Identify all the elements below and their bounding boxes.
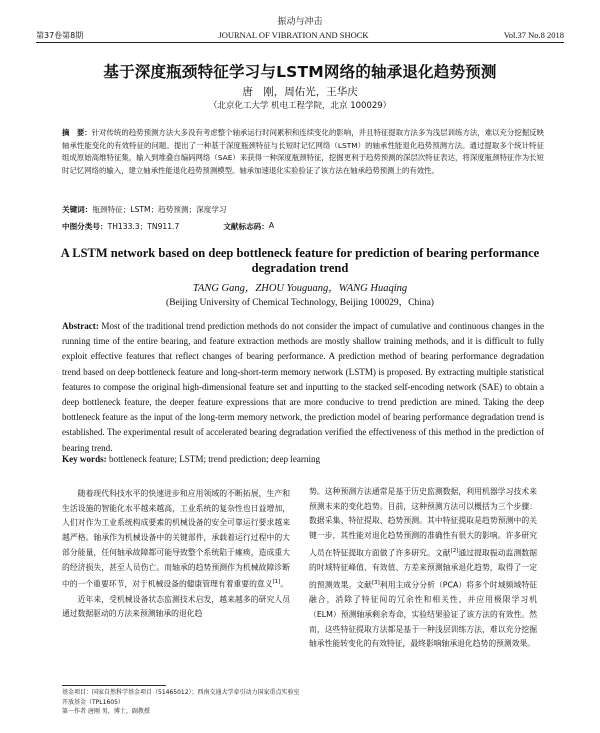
- citation-ref: [3]: [371, 579, 380, 586]
- abstract-cn: [62, 127, 544, 178]
- body-paragraph: 近年来，受机械设备状态监测技术启发，越来越多的研究人员通过数据驱动的方法来预测轴承的退化趋: [62, 594, 290, 619]
- classification-row: [62, 221, 544, 232]
- doc-code-label: 文献标志码：: [223, 222, 269, 231]
- footnote-rule: [62, 685, 166, 686]
- keywords-text-en: bottleneck feature; LSTM; trend prediction; deep learning: [109, 454, 321, 464]
- journal-name-cn: 振动与冲击: [277, 17, 323, 27]
- citation-ref: [2]: [450, 547, 459, 554]
- abstract-text-en: Most of the traditional trend prediction methods do not consider the impact of cumulative and continuous changes in the running time of the entire bearing, and feature extraction methods are mostly shallow training methods, and it is difficult to fully exploit effective features that reflect changes of bearing performance. A prediction method of bearing performance degradation trend based on deep bottleneck feature and long-short-term memory network (LSTM) is proposed. By extracting multiple statistical features to compose the original high-dimensional feature set and inputting to the stacked self-encoding network (SAE) to obtain a deep bottleneck feature, the deeper feature expressions that are more conducive to trend prediction are mined. Taking the deep bottleneck feature as the input of the long-term memory network, the prediction model of bearing performance degradation trend is established. The experimental result of accelerated bearing degradation verified the effectiveness of this method in the prediction of bearing trend.: [62, 321, 544, 453]
- paper-title-cn: 基于深度瓶颈特征学习与LSTM网络的轴承退化趋势预测: [103, 63, 497, 81]
- paper-title-en: A LSTM network based on deep bottleneck feature for prediction of bearing performance degradation trend: [60, 246, 540, 275]
- footnotes: [62, 688, 302, 717]
- volume-issue-en: Vol.37 No.8 2018: [503, 30, 564, 40]
- body-column-left: [62, 487, 290, 622]
- journal-name-en: JOURNAL OF VIBRATION AND SHOCK: [218, 30, 369, 40]
- running-header: [36, 30, 564, 41]
- body-paragraph: 随着现代科技水平的快速进步和应用领域的不断拓展，生产和生活设施的智能化水平越来越高，工业系统的复杂性也日益增加，人们对作为工业系统构成要素的机械设备的安全可靠运行要求越来越严格。轴承作为机械设备中的关键部件，承载着运行过程中的大部分能量，任何轴承故障都可能导致整个系统陷于瘫痪，造成重大的经济损失，甚至人员伤亡。而轴承的趋势预测作为机械故障诊断中的一个重要环节，对于机械设备的健康管理有着重要的意义[1]。: [62, 489, 290, 589]
- authors-en: TANG Gang，ZHOU Youguang，WANG Huaqing: [192, 283, 408, 294]
- affiliation-en: (Beijing University of Chemical Technology, Beijing 100029，China): [166, 298, 434, 308]
- keywords-text-cn: 瓶颈特征；LSTM；趋势预测；深度学习: [92, 205, 227, 214]
- doc-code-text: A: [268, 221, 275, 230]
- footnote-author: 第一作者 唐刚 男，博士，副教授: [62, 708, 150, 715]
- abstract-en: [62, 319, 544, 456]
- abstract-label-cn: 摘 要：: [62, 128, 92, 137]
- keywords-label-en: Key words:: [62, 454, 107, 464]
- body-column-right: [309, 485, 537, 652]
- keywords-cn: [62, 204, 544, 215]
- abstract-label-en: Abstract:: [62, 321, 99, 331]
- volume-issue-cn: 第37卷第8期: [36, 31, 84, 40]
- body-paragraph: 势。这种预测方法通常是基于历史监测数据，利用机器学习技术来预测未来的变化趋势。目前，这种预测方法可以概括为三个步骤：数据采集、特征提取、趋势预测。其中特征提取是趋势预测中的关键一步，其性能对退化趋势预测的准确性有很大的影响。许多研究人员在特征提取方面做了许多研究。文献[2]通过提取振动监测数据的时域特征峰值、有效值、方差来预测轴承退化趋势，取得了一定的预测效果。文献[3]利用主成分分析（PCA）将多个时域频域特征融合，消除了特征间的冗余性和相关性，并应用极限学习机（ELM）预测轴承剩余寿命，实验结果验证了该方法的有效性。然而，这些特征提取方法都是基于一种浅层训练方法，难以充分挖掘轴承性能转变化的有效特征，最终影响轴承退化趋势的预测效果。: [309, 487, 538, 649]
- affiliation-cn: （北京化工大学 机电工程学院，北京 100029）: [208, 101, 392, 111]
- authors-cn: 唐 刚，周佑光，王华庆: [242, 86, 358, 98]
- footnote-funding: 基金项目：国家自然科学基金项目（51465012）；西南交通大学牵引动力国家重点实验室开放基金（TPL1605）: [62, 689, 300, 706]
- abstract-text-cn: 针对传统的趋势预测方法大多没有考虑整个轴承运行时间累积和连续变化的影响，并且特征提取方法多为浅层训练方法，难以充分挖掘反映轴承性能变化的有效特征的问题。提出了一种基于深度瓶颈特征与长短时记忆网络（LSTM）的轴承性能退化趋势预测方法。通过提取多个统计特征组成原始高维特征集，输入到堆叠自编码网络（SAE）来获得一种深度瓶颈特征，挖掘更利于趋势预测的深层次特征表达，将深度瓶颈特征作为长短时记忆网络的输入，建立轴承性能退化趋势预测模型。轴承加速退化实验验证了该方法在轴承趋势预测上的有效性。: [62, 128, 544, 176]
- header-rule: [36, 42, 564, 43]
- keywords-en: [62, 454, 544, 464]
- clc-label: 中图分类号：: [62, 222, 108, 231]
- clc-text: TH133.3；TN911.7: [107, 222, 180, 231]
- citation-ref: [1]: [272, 579, 281, 586]
- keywords-label-cn: 关键词：: [62, 205, 93, 214]
